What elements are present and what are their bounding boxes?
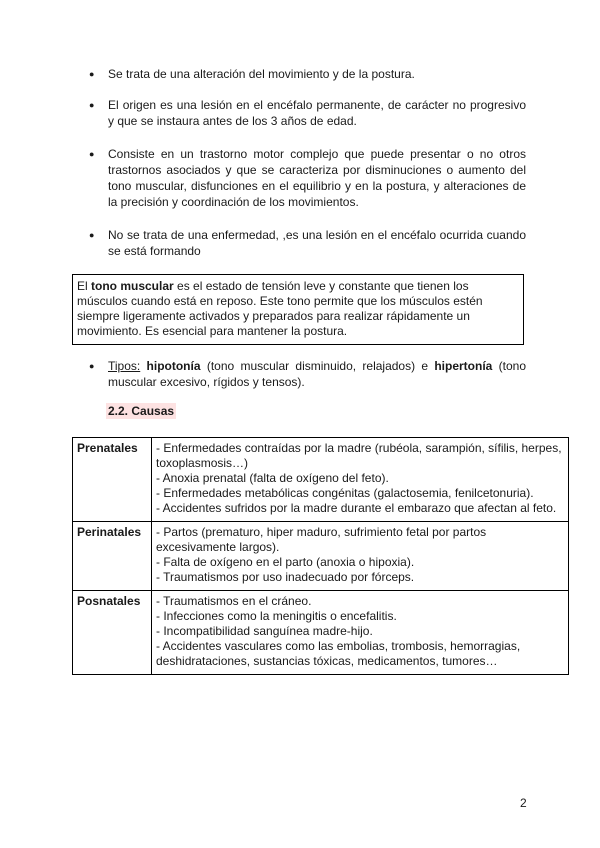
hypertonia-desc: (tono muscular excesivo, rígidos y tensos).	[108, 359, 526, 389]
row-content	[152, 438, 569, 522]
causes-table	[72, 437, 569, 675]
definition-term: tono muscular	[91, 279, 174, 293]
hypotonia-term: hipotonía	[146, 359, 201, 373]
cause-line: - Falta de oxígeno en el parto (anoxia o hipoxia).	[156, 555, 415, 569]
table-row	[73, 522, 569, 591]
bullet-item: ● No se trata de una enfermedad, ,es una lesión en el encéfalo ocurrida cuando se está formando	[108, 227, 526, 259]
cause-line: - Enfermedades metabólicas congénitas (galactosemia, fenilcetonuria).	[156, 486, 534, 500]
row-label: Prenatales	[73, 438, 152, 522]
page-number: 2	[520, 796, 527, 810]
definition-prefix: El	[77, 279, 92, 293]
definition-text: es el estado de tensión leve y constante que tienen los músculos cuando está en reposo. Este tono permite que los músculos estén siempre ligeramente activados y preparados para realizar rápidamente un movimiento. Es esencial para mantener la postura.	[77, 279, 483, 338]
cause-line: - Traumatismos en el cráneo.	[156, 594, 312, 608]
cause-line: - Incompatibilidad sanguínea madre-hijo.	[156, 624, 373, 638]
cause-line: - Anoxia prenatal (falta de oxígeno del feto).	[156, 471, 389, 485]
cause-line: - Infecciones como la meningitis o encefalitis.	[156, 609, 397, 623]
row-content	[152, 591, 569, 675]
bullet-item: ● Se trata de una alteración del movimiento y de la postura.	[108, 66, 526, 82]
row-label: Posnatales	[73, 591, 152, 675]
hypotonia-desc: (tono muscular disminuido, relajados) e	[200, 359, 435, 373]
cause-line: - Accidentes sufridos por la madre durante el embarazo que afectan al feto.	[156, 501, 557, 515]
cause-line: - Enfermedades contraídas por la madre (rubéola, sarampión, sífilis, herpes, toxoplasmosis…)	[156, 441, 562, 470]
types-label: Tipos:	[108, 359, 141, 373]
table-row	[73, 591, 569, 675]
definition-box	[72, 274, 524, 345]
bullet-item: ● El origen es una lesión en el encéfalo permanente, de carácter no progresivo y que se instaura antes de los 3 años de edad.	[108, 97, 526, 129]
table-row	[73, 438, 569, 522]
row-label: Perinatales	[73, 522, 152, 591]
section-heading: 2.2. Causas	[108, 404, 175, 418]
cause-line: - Accidentes vasculares como las embolias, trombosis, hemorragias, deshidrataciones, sustancias tóxicas, medicamentos, tumores…	[156, 639, 521, 668]
hypertonia-term: hipertonía	[434, 359, 493, 373]
cause-line: - Partos (prematuro, hiper maduro, sufrimiento fetal por partos excesivamente largos).	[156, 525, 487, 554]
cause-line: - Traumatismos por uso inadecuado por fórceps.	[156, 570, 415, 584]
types-bullet	[108, 358, 526, 390]
row-content	[152, 522, 569, 591]
bullet-item: ● Consiste en un trastorno motor complejo que puede presentar o no otros trastornos asociados y que se caracteriza por disminuciones o aumento del tono muscular, disfunciones en el equilibrio y en la postura, y alteraciones de la precisión y coordinación de los movimientos.	[108, 146, 526, 210]
